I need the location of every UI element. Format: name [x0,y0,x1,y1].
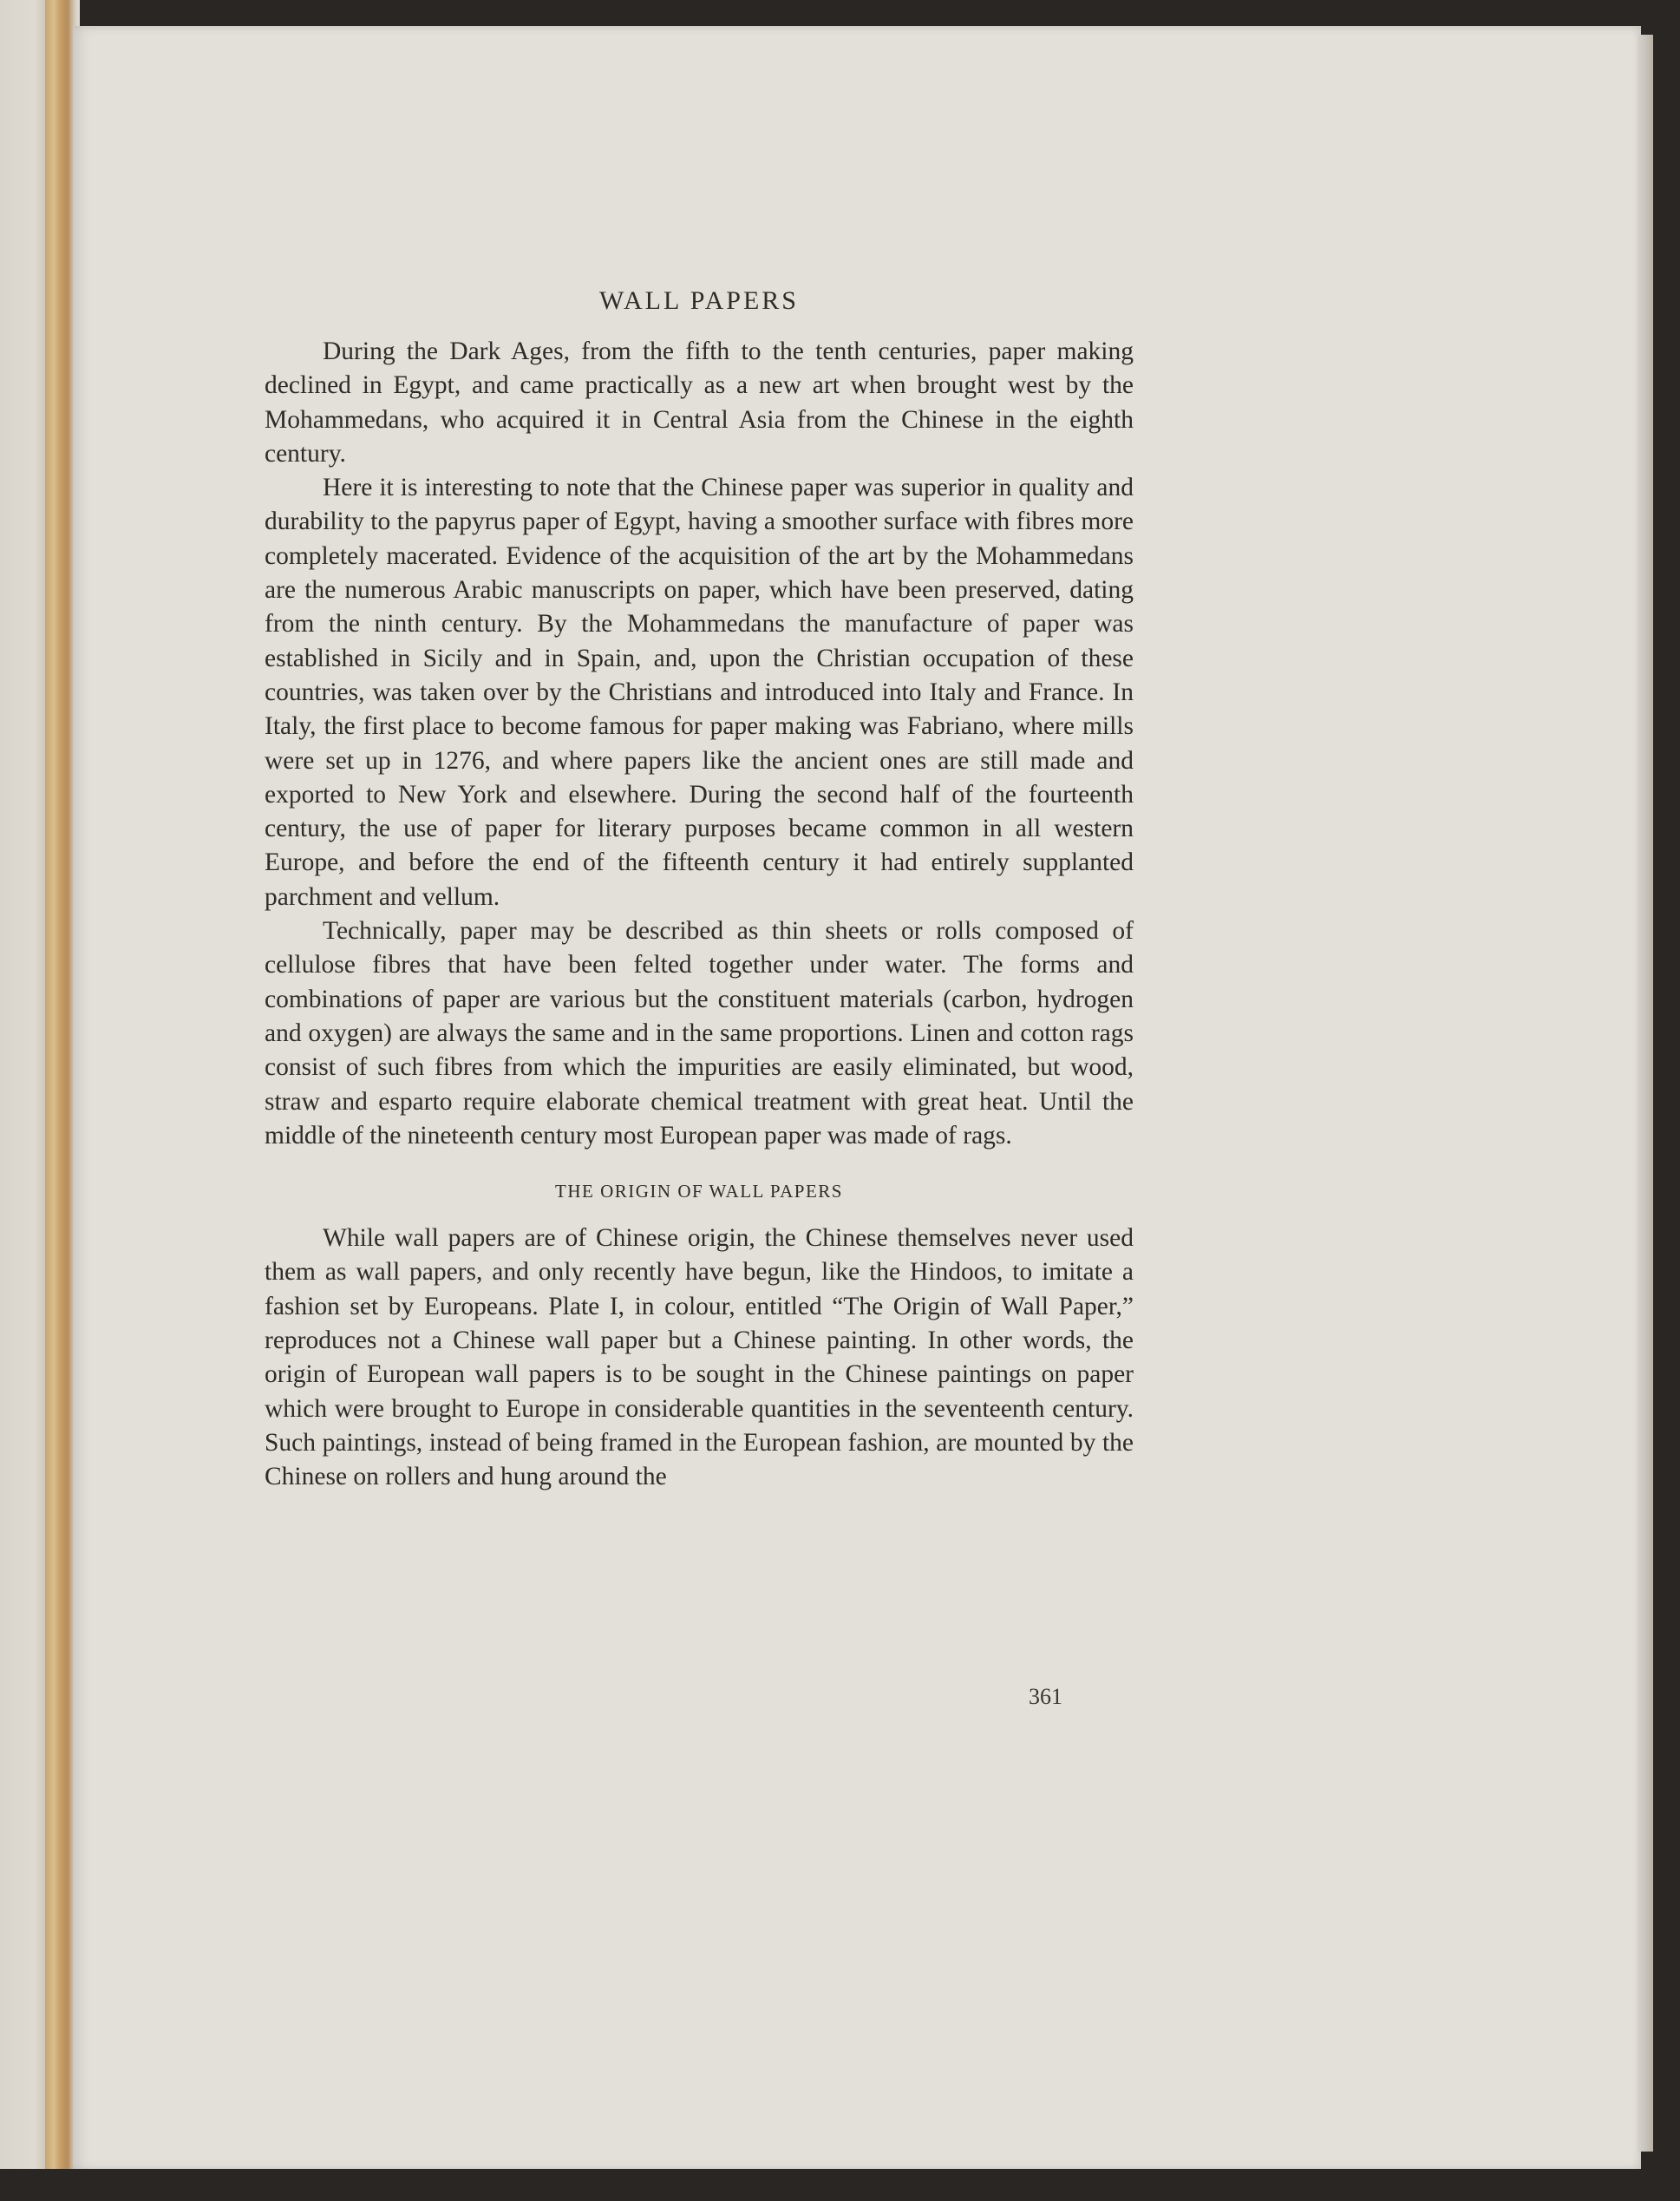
page-number: 361 [1029,1684,1062,1709]
page-fore-edge [1638,35,1653,2152]
body-paragraph: Here it is interesting to note that the Chinese paper was superior in quality and durability to the papyrus paper of Egypt, having a smoother surface with fibres more completely macerated. Evidence of the acquisition of the art by the Mohammedans are the numerous Arabic manuscripts on paper, which have been preserved, dating from the ninth century. By the Mohammedans the manufacture of paper was established in Sicily and in Spain, and, upon the Christian occupation of these countries, was taken over by the Christians and introduced into Italy and France. In Italy, the first place to become famous for paper making was Fabriano, where mills were set up in 1276, and where papers like the ancient ones are still made and exported to New York and elsewhere. During the second half of the fourteenth century, the use of paper for literary purposes became common in all western Europe, and before the end of the fifteenth century it had entirely supplanted parchment and vellum. [265,474,1134,911]
chapter-title: WALL PAPERS [599,286,799,315]
body-paragraph: During the Dark Ages, from the fifth to the tenth centuries, paper making declined in Egypt, and came practically as a new art when brought west by the Mohammedans, who acquired it in Central Asia from the Chinese in the eighth century. [265,337,1134,468]
previous-page-edge [0,0,52,2201]
scan-background [0,2169,1680,2201]
page-body [265,286,1134,1495]
body-paragraph: While wall papers are of Chinese origin, the Chinese themselves never used them as wall papers, and only recently have begun, like the Hindoos, to imitate a fashion set by Europeans. Plate I, in colour, entitled “The Origin of Wall Paper,” reproduces not a Chinese wall paper but a Chinese painting. In other words, the origin of European wall papers is to be sought in the Chinese paintings on paper which were brought to Europe in considerable quantities in the seventeenth century. Such paintings, instead of being framed in the European fashion, are mounted by the Chinese on rollers and hung around the [265,1224,1134,1491]
section-subtitle: THE ORIGIN OF WALL PAPERS [555,1181,843,1202]
body-paragraph: Technically, paper may be described as thin sheets or rolls composed of cellulose fibres that have been felted together under water. The forms and combinations of paper are various but the constituent materials (carbon, hydrogen and oxygen) are always the same and in the same proportions. Linen and cotton rags consist of such fibres from which the impurities are easily eliminated, but wood, straw and esparto require elaborate chemical treatment with great heat. Until the middle of the nineteenth century most European paper was made of rags. [265,917,1134,1150]
